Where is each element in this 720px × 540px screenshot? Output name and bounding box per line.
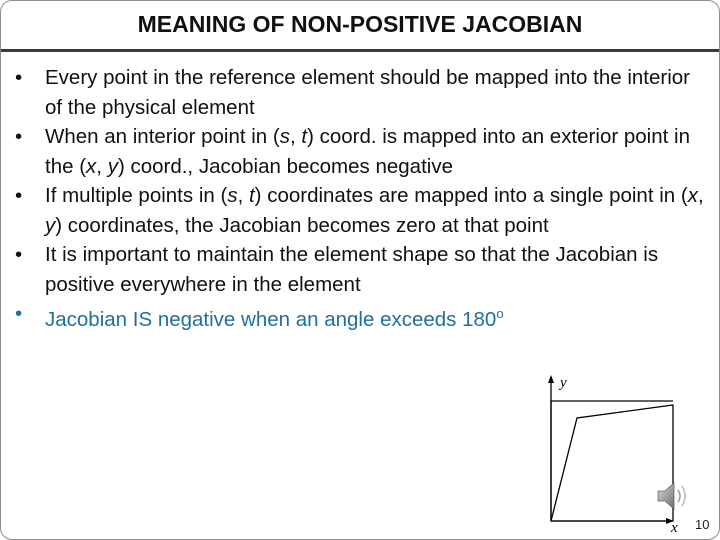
speaker-icon[interactable] [656, 479, 692, 513]
bullet-marker: • [15, 302, 23, 325]
bullet-item-highlight [15, 299, 705, 335]
bullet-text: If multiple points in (s, t) coordinates are mapped into a single point in (x, y) coordinates, the Jacobian becomes zero at that point [45, 184, 704, 237]
page-number: 10 [695, 517, 710, 532]
bullet-list [15, 63, 705, 335]
bullet-item [15, 63, 705, 122]
bullet-marker: • [15, 184, 23, 207]
x-axis-label: x [671, 520, 678, 533]
bullet-text: It is important to maintain the element shape so that the Jacobian is positive everywhere in the element [45, 243, 659, 296]
bullet-item [15, 122, 705, 181]
bullet-text: Jacobian IS negative when an angle exceeds 180$^o$ [45, 306, 504, 331]
concave-element-shape [551, 405, 673, 521]
bullet-item [15, 240, 705, 299]
y-axis-arrow [548, 375, 554, 383]
bullet-text: Every point in the reference element should be mapped into the interior of the physical element [45, 66, 690, 119]
bullet-item [15, 181, 705, 240]
element-outline [551, 401, 673, 521]
bullet-marker: • [15, 125, 23, 148]
bullet-marker: • [15, 243, 23, 266]
title-divider [1, 49, 719, 52]
slide-title: MEANING OF NON-POSITIVE JACOBIAN [137, 11, 583, 37]
bullet-text: When an interior point in (s, t) coord. is mapped into an exterior point in the (x, y) coord., Jacobian becomes negative [45, 125, 690, 178]
bullet-marker: • [15, 66, 23, 89]
y-axis-label: y [560, 375, 567, 391]
